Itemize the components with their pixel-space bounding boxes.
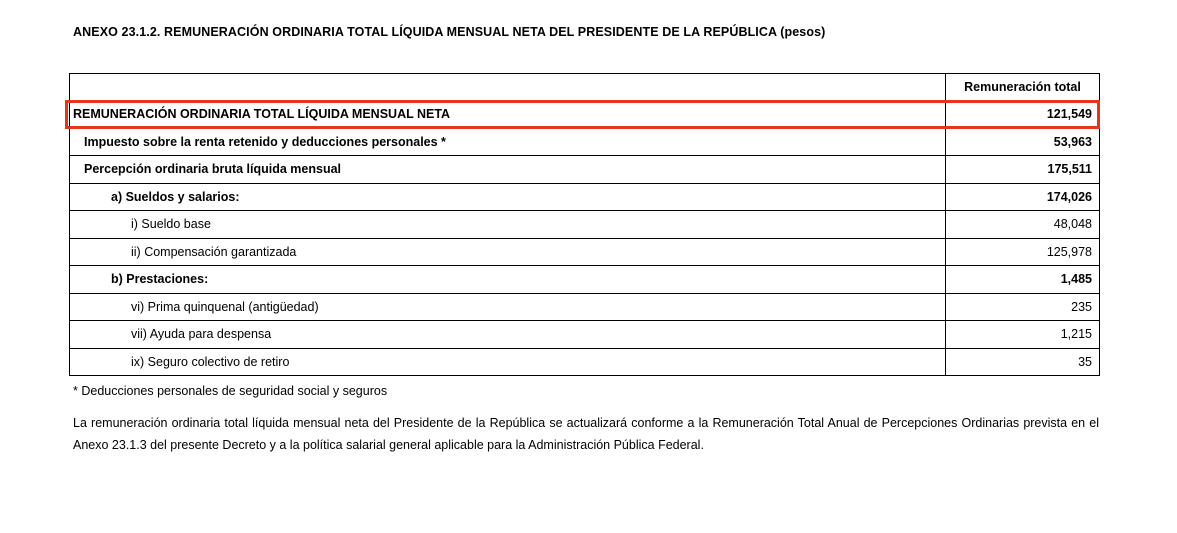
row-value: 53,963 [1053,134,1092,149]
table-row [70,265,1099,293]
table-row [70,183,1099,211]
table-row [70,348,1099,376]
table-row [70,238,1099,266]
table-row [70,293,1099,321]
table-row [70,155,1099,183]
row-value: 1,215 [1060,327,1092,342]
row-value: 35 [1078,354,1092,369]
row-label: i) Sueldo base [70,211,946,238]
header-value: Remuneración total [964,80,1081,94]
row-label: REMUNERACIÓN ORDINARIA TOTAL LÍQUIDA MENSUAL NETA [70,101,946,128]
row-value: 174,026 [1046,189,1092,204]
footnote: * Deducciones personales de seguridad social y seguros [73,384,388,398]
table-header-row [70,74,1099,100]
row-label: ii) Compensación garantizada [70,239,946,266]
table-row [70,128,1099,156]
row-value: 48,048 [1053,217,1092,232]
explanatory-paragraph: La remuneración ordinaria total líquida mensual neta del Presidente de la República se actualizará conforme a la Remuneración Total Anual de Percepciones Ordinarias prevista en el Anexo 23.1.3 del presente Decreto y a la política salarial general aplicable para la Administración Pública Federal. [73,416,1099,452]
row-label: b) Prestaciones: [70,266,946,293]
row-value: 125,978 [1046,244,1092,259]
document-title: ANEXO 23.1.2. REMUNERACIÓN ORDINARIA TOTAL LÍQUIDA MENSUAL NETA DEL PRESIDENTE DE LA REPÚBLICA (pesos) [73,25,826,39]
row-label: ix) Seguro colectivo de retiro [70,349,946,376]
row-label: vi) Prima quinquenal (antigüedad) [70,294,946,321]
table-row [70,320,1099,348]
remuneration-table [69,73,1100,376]
row-value: 175,511 [1047,162,1092,177]
row-value: 1,485 [1060,272,1092,287]
header-label [70,74,946,100]
row-label: a) Sueldos y salarios: [70,184,946,211]
table-row [70,100,1099,128]
row-label: vii) Ayuda para despensa [70,321,946,348]
row-value: 121,549 [1046,107,1092,122]
row-label: Impuesto sobre la renta retenido y deducciones personales * [70,129,946,156]
row-label: Percepción ordinaria bruta líquida mensual [70,156,946,183]
table-row [70,210,1099,238]
row-value: 235 [1071,299,1092,314]
